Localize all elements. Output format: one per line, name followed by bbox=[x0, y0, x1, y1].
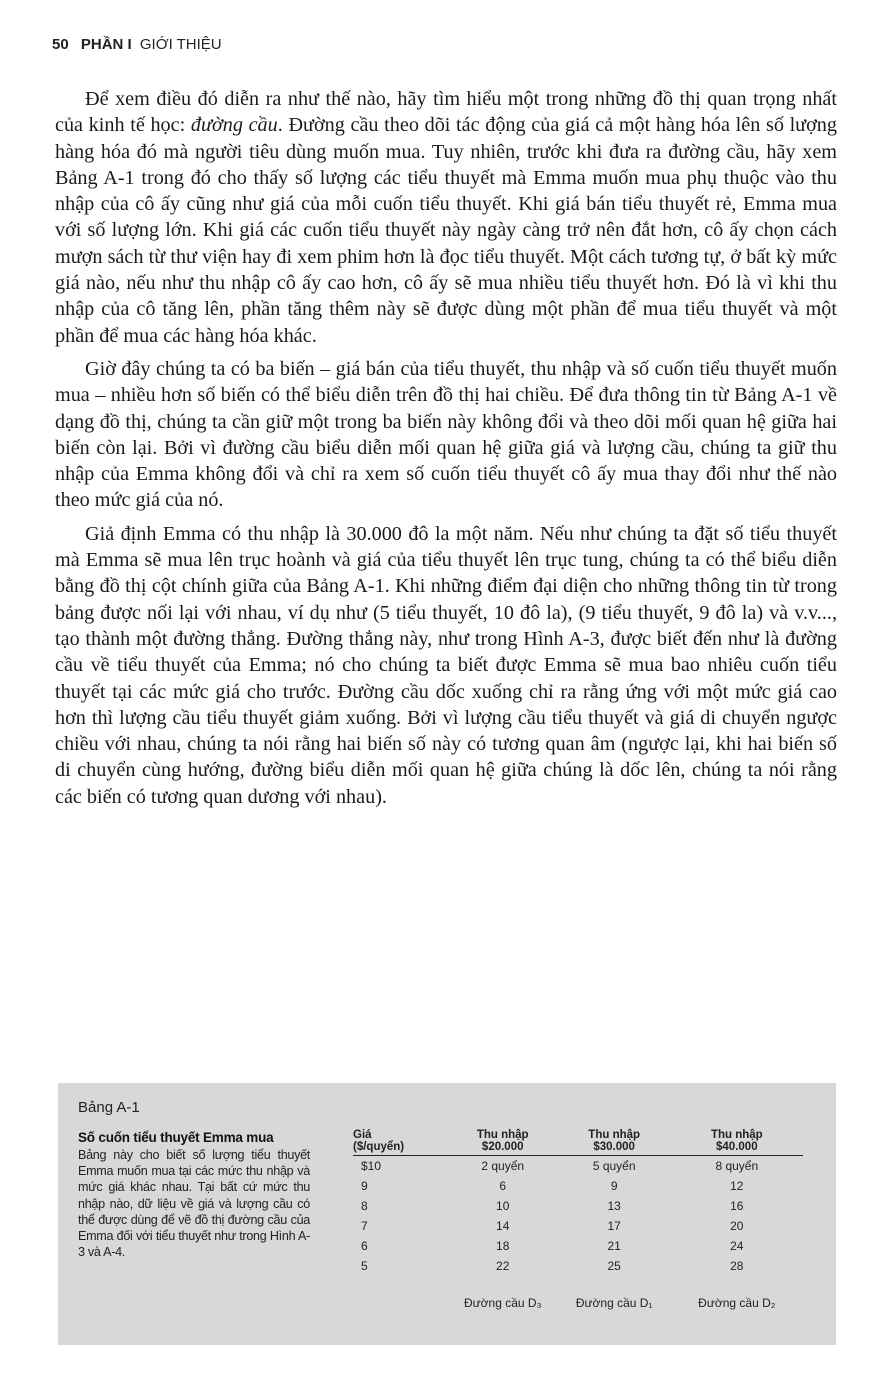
table-row: 8 10 13 16 bbox=[361, 1199, 744, 1213]
page-number: 50 bbox=[52, 36, 69, 53]
running-header bbox=[52, 36, 222, 53]
paragraph-3: Giả định Emma có thu nhập là 30.000 đô la một năm. Nếu như chúng ta đặt số tiểu thuyết mà Emma sẽ mua lên trục hoành và giá của tiểu thuyết lên trục tung, chúng ta có thể biểu diễn bằng đồ thị cột chính giữa của Bảng A-1. Khi những điểm đại diện cho những thông tin từ trong bảng được nối lại với nhau, ví dụ như (5 tiểu thuyết, 10 đô la), (9 tiểu thuyết, 9 đô la) và v.v..., tạo thành một đường thẳng. Đường thẳng này, như trong Hình A-3, được biết đến như là đường cầu về tiểu thuyết của Emma; nó cho chúng ta biết được Emma sẽ mua bao nhiêu cuốn tiểu thuyết tại các mức giá cho trước. Đường cầu dốc xuống chỉ ra rằng ứng với một mức giá cao hơn thì lượng cầu tiểu thuyết giảm xuống. Bởi vì lượng cầu tiểu thuyết và giá di chuyển ngược chiều với nhau, chúng ta nói rằng hai biến số này có tương quan âm (ngược lại, khi hai biến số di chuyển cùng hướng, đường biểu diễn mối quan hệ giữa chúng là dốc lên, chúng ta nói rằng các biến có tương quan dương với nhau). bbox=[55, 522, 837, 808]
table-label: Bảng A-1 bbox=[78, 1099, 140, 1116]
table-row: 6 18 21 24 bbox=[361, 1239, 744, 1253]
table-caption bbox=[78, 1099, 310, 1260]
text-run: Để xem điều đó diễn ra như thế nào, hãy tìm hiểu một trong những đồ thị quan trọng nhất của kinh tế học: bbox=[55, 88, 837, 137]
column-header: Thu nhập $30.000 bbox=[558, 1129, 671, 1156]
table-box bbox=[58, 1083, 836, 1345]
demand-curve-label: Đường cầu D₁ bbox=[575, 1296, 653, 1310]
table-row: 5 22 25 28 bbox=[361, 1259, 744, 1273]
text-run: . Đường cầu theo dõi tác động của giá cả một hàng hóa lên số lượng hàng hóa đó mà người tiêu dùng muốn mua. Tuy nhiên, trước khi đưa ra đường cầu, hãy xem Bảng A-1 trong đó cho thấy số lượng các tiểu thuyết mà Emma muốn mua phụ thuộc vào thu nhập của cô ấy cũng như giá của mỗi cuốn tiểu thuyết. Khi giá bán tiểu thuyết rẻ, Emma mua với số lượng lớn. Khi giá các cuốn tiểu thuyết này ngày càng trở nên đắt hơn, cô ấy chọn cách mượn sách từ thư viện hay đi xem phim hơn là đọc tiểu thuyết. Một cách tương tự, ở bất kỳ mức giá nào, nếu như thu nhập cô ấy cao hơn, cô ấy sẽ mua nhiều tiểu thuyết hơn. Đó là vì khi thu nhập của cô tăng lên, phần tăng thêm này sẽ được dùng một phần để mua tiểu thuyết và một phần để mua các hàng hóa khác. bbox=[55, 114, 837, 347]
table-description: Bảng này cho biết số lượng tiểu thuyết Emma muốn mua tại các mức thu nhập và mức giá khác nhau. Tại bất cứ mức thu nhập nào, dữ liệu về giá và lượng cầu có thể được dùng để vẽ đồ thị đường cầu của Emma đối với tiểu thuyết như trong Hình A-3 và A-4. bbox=[78, 1148, 310, 1260]
table-title: Số cuốn tiểu thuyết Emma mua bbox=[78, 1130, 274, 1145]
table-row: $10 2 quyển 5 quyển 8 quyển bbox=[361, 1159, 759, 1173]
demand-curve-label: Đường cầu D₂ bbox=[698, 1296, 776, 1310]
table-footer-row bbox=[353, 1276, 803, 1310]
demand-table bbox=[353, 1129, 803, 1310]
body-text bbox=[55, 86, 837, 817]
part-label: PHẦN I bbox=[80, 36, 132, 53]
table-header-row bbox=[353, 1129, 803, 1156]
paragraph-2: Giờ đây chúng ta có ba biến – giá bán của tiểu thuyết, thu nhập và số cuốn tiểu thuyết muốn mua – nhiều hơn số biến có thể biểu diễn trên đồ thị hai chiều. Để đưa thông tin từ Bảng A-1 về dạng đồ thị, chúng ta cần giữ một trong ba biến này không đổi và theo dõi mối quan hệ giữa hai biến còn lại. Bởi vì đường cầu biểu diễn mối quan hệ giữa giá và lượng cầu, chúng ta giữ thu nhập của Emma không đổi và chỉ ra xem số cuốn tiểu thuyết cô ấy mua thay đổi như thế nào theo mức giá của nó. bbox=[55, 357, 837, 512]
demand-curve-label: Đường cầu D₃ bbox=[463, 1296, 542, 1310]
table-row: 9 6 9 12 bbox=[361, 1179, 744, 1193]
italic-term: đường cầu bbox=[190, 114, 278, 137]
paragraph-1 bbox=[55, 86, 837, 349]
column-header: Thu nhập $40.000 bbox=[671, 1129, 803, 1156]
section-label: GIỚI THIỆU bbox=[139, 36, 222, 53]
column-header: Giá ($/quyển) bbox=[353, 1129, 448, 1156]
column-header: Thu nhập $20.000 bbox=[448, 1129, 558, 1156]
table-row: 7 14 17 20 bbox=[361, 1219, 744, 1233]
